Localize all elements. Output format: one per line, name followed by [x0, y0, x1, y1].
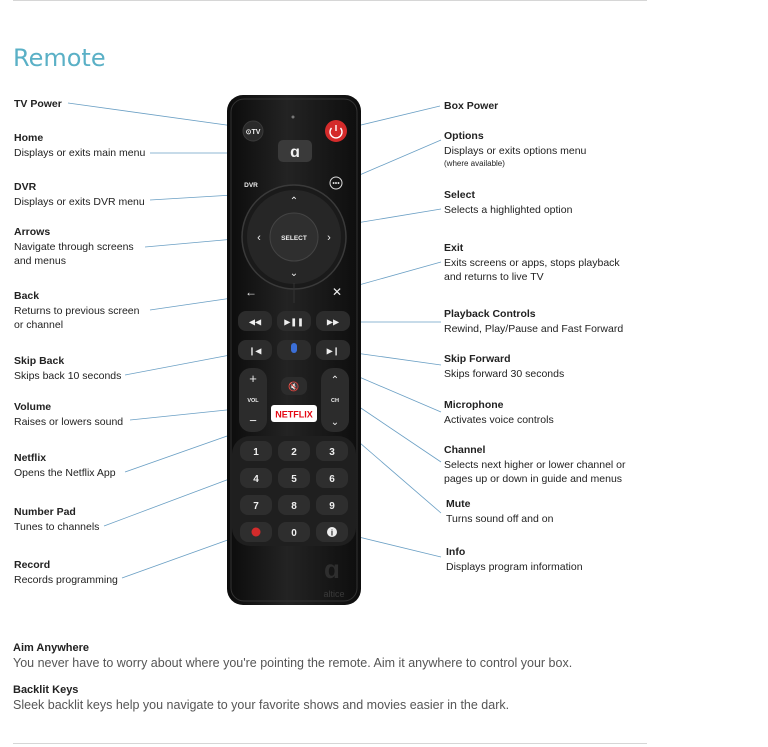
options-icon: •••	[332, 180, 340, 188]
callout-select: Select Selects a highlighted option	[444, 189, 573, 216]
callout-dvr: DVR Displays or exits DVR menu	[14, 181, 145, 208]
callout-channel: Channel Selects next higher or lower channel or pages up or down in guide and menus	[444, 444, 626, 485]
arrow-down-icon: ⌄	[289, 268, 299, 279]
key-label: 6	[329, 474, 335, 485]
arrow-up-icon: ⌃	[289, 196, 299, 207]
play-pause-icon: ▶❚❚	[284, 317, 304, 327]
bottom-divider	[13, 743, 647, 744]
feature-title-aim-anywhere: Aim Anywhere	[13, 642, 90, 654]
feature-text-backlit-keys: Sleek backlit keys help you navigate to your favorite shows and movies easier in the dark.	[13, 698, 510, 712]
volume-label: VOL	[247, 398, 259, 404]
back-button[interactable]: ←	[245, 285, 257, 299]
callout-exit: Exit Exits screens or apps, stops playback and returns to live TV	[444, 242, 620, 283]
info-glyph: i	[330, 528, 334, 538]
callout-skip-forward: Skip Forward Skips forward 30 seconds	[444, 353, 565, 380]
volume-down-icon: −	[249, 413, 257, 428]
callout-options: Options Displays or exits options menu (where available)	[444, 130, 587, 168]
key-label: 4	[253, 474, 259, 485]
skip-back-icon: ❙◀	[248, 346, 262, 356]
skip-forward-icon: ▶❙	[326, 346, 340, 356]
fast-forward-icon: ▶▶	[326, 317, 340, 327]
volume-up-icon: +	[249, 371, 257, 386]
netflix-logo: NETFLIX	[275, 409, 313, 420]
callout-record: Record Records programming	[14, 559, 118, 586]
altice-home-icon: ɑ	[290, 144, 300, 161]
page-title: Remote	[13, 44, 106, 72]
key-label: 5	[291, 474, 297, 485]
key-label: 3	[329, 447, 335, 458]
key-label: 1	[253, 447, 259, 458]
brand-label: altice	[323, 589, 345, 599]
callout-arrows: Arrows Navigate through screens and menus	[14, 226, 134, 267]
arrow-left-icon: ‹	[257, 232, 261, 244]
feature-title-backlit-keys: Backlit Keys	[13, 684, 79, 696]
channel-label: CH	[331, 398, 339, 404]
key-label: 7	[253, 501, 259, 512]
callout-volume: Volume Raises or lowers sound	[14, 401, 124, 428]
dvr-label: DVR	[244, 182, 258, 189]
callout-tv-power: TV Power	[14, 98, 62, 110]
callout-skip-back: Skip Back Skips back 10 seconds	[14, 355, 122, 382]
callout-number-pad: Number Pad Tunes to channels	[14, 506, 100, 533]
tv-power-label: ⊙TV	[245, 129, 261, 136]
key-label: 9	[329, 501, 335, 512]
key-label: 0	[291, 528, 297, 539]
microphone-icon	[291, 343, 297, 353]
channel-up-icon: ⌃	[330, 375, 340, 386]
callout-back: Back Returns to previous screen or channel	[14, 290, 140, 331]
record-icon	[252, 528, 261, 537]
channel-down-icon: ⌄	[330, 417, 340, 428]
select-label: SELECT	[281, 235, 307, 242]
callout-box-power: Box Power	[444, 100, 499, 112]
rewind-icon: ◀◀	[248, 317, 262, 327]
callout-netflix: Netflix Opens the Netflix App	[14, 452, 116, 479]
key-label: 8	[291, 501, 297, 512]
brand-watermark-icon: ɑ	[324, 554, 340, 584]
exit-button[interactable]: ✕	[331, 285, 343, 299]
indicator-light	[292, 116, 295, 119]
key-label: 2	[291, 447, 297, 458]
callout-playback-controls: Playback Controls Rewind, Play/Pause and Fast Forward	[444, 308, 624, 335]
callout-home: Home Displays or exits main menu	[14, 132, 146, 159]
arrow-right-icon: ›	[327, 232, 331, 244]
feature-text-aim-anywhere: You never have to worry about where you're pointing the remote. Aim it anywhere to control your box.	[13, 656, 573, 670]
callout-info: Info Displays program information	[446, 546, 583, 573]
mute-icon: 🔇	[288, 381, 300, 392]
callout-mute: Mute Turns sound off and on	[446, 498, 554, 525]
callout-microphone: Microphone Activates voice controls	[444, 399, 554, 426]
